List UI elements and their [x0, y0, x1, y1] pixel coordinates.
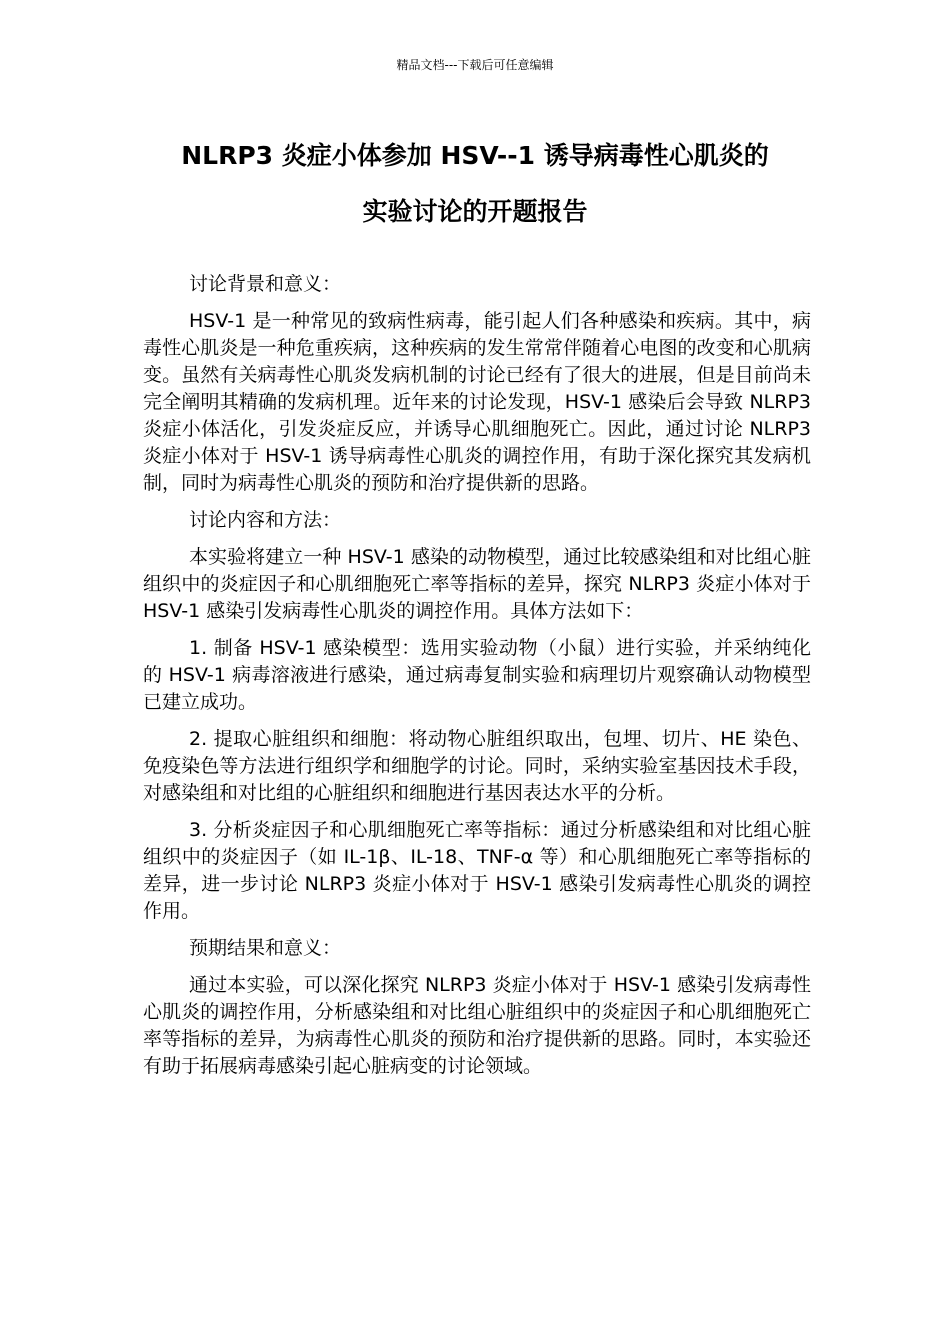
section-heading-results: 预期结果和意义： — [189, 937, 342, 959]
document-title-line-1: NLRP3 炎症小体参加 HSV--1 诱导病毒性心肌炎的 — [181, 141, 769, 170]
method-item-1: 1. 制备 HSV-1 感染模型：选用实验动物（小鼠）进行实验，并采纳纯化的 HSV-1 病毒溶液进行感染，通过病毒复制实验和病理切片观察确认动物模型已建立成功。 — [143, 637, 811, 713]
method-item-3: 3. 分析炎症因子和心肌细胞死亡率等指标：通过分析感染组和对比组心脏组织中的炎症因子（如 IL-1β、IL-18、TNF-α 等）和心肌细胞死亡率等指标的差异，进一步讨论 NLRP3 炎症小体对于 HSV-1 感染引发病毒性心肌炎的调控作用。 — [143, 819, 811, 922]
section-heading-background: 讨论背景和意义： — [189, 273, 342, 295]
page-header: 精品文档---下载后可任意编辑 — [396, 58, 554, 72]
section-heading-methods: 讨论内容和方法： — [189, 509, 342, 531]
paragraph-methods: 本实验将建立一种 HSV-1 感染的动物模型，通过比较感染组和对比组心脏组织中的炎症因子和心肌细胞死亡率等指标的差异，探究 NLRP3 炎症小体对于 HSV-1 感染引发病毒性心肌炎的调控作用。具体方法如下： — [143, 546, 811, 622]
document-body — [143, 271, 811, 1090]
document-title-line-2: 实验讨论的开题报告 — [362, 197, 588, 226]
method-item-2: 2. 提取心脏组织和细胞：将动物心脏组织取出，包埋、切片、HE 染色、免疫染色等方法进行组织学和细胞学的讨论。同时，采纳实验室基因技术手段，对感染组和对比组的心脏组织和细胞进行基因表达水平的分析。 — [143, 728, 811, 804]
paragraph-results: 通过本实验，可以深化探究 NLRP3 炎症小体对于 HSV-1 感染引发病毒性心肌炎的调控作用，分析感染组和对比组心脏组织中的炎症因子和心肌细胞死亡率等指标的差异，为病毒性心肌炎的预防和治疗提供新的思路。同时，本实验还有助于拓展病毒感染引起心脏病变的讨论领域。 — [143, 974, 811, 1077]
paragraph-background: HSV-1 是一种常见的致病性病毒，能引起人们各种感染和疾病。其中，病毒性心肌炎是一种危重疾病，这种疾病的发生常常伴随着心电图的改变和心肌病变。虽然有关病毒性心肌炎发病机制的讨论已经有了很大的进展，但是目前尚未完全阐明其精确的发病机理。近年来的讨论发现，HSV-1 感染后会导致 NLRP3 炎症小体活化，引发炎症反应，并诱导心肌细胞死亡。因此，通过讨论 NLRP3 炎症小体对于 HSV-1 诱导病毒性心肌炎的调控作用，有助于深化探究其发病机制，同时为病毒性心肌炎的预防和治疗提供新的思路。 — [143, 310, 811, 494]
